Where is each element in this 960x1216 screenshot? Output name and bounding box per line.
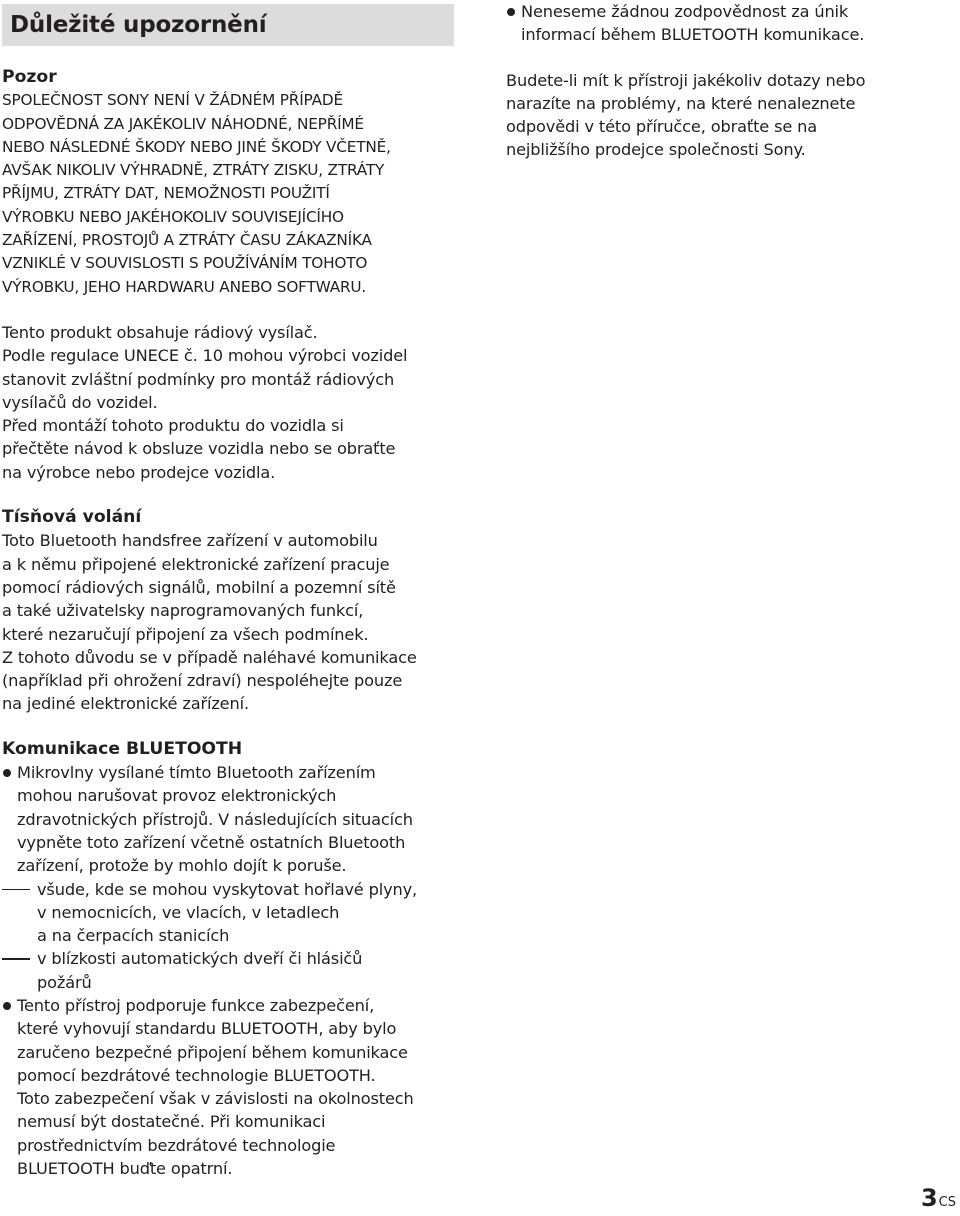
bluetooth-bullet-security: Tento přístroj podporuje funkce zabezpečení, které vyhovují standardu BLUETOOTH, aby bylo zaručeno bezpečné připojení během komunikace pomocí bezdrátové technologie BLUETOOTH. Toto zabezpečení však v závislosti na okolnostech nemusí být dostatečné. Při komunikaci prostřednictvím bezdrátové technologie BLUETOOTH buďte opatrní. xyxy=(2,994,454,1180)
emergency-heading: Tísňová volání xyxy=(2,507,142,528)
right-column xyxy=(506,0,946,184)
page-title: Důležité upozornění xyxy=(10,12,267,38)
section-title-bar xyxy=(2,4,454,46)
radio-text: Tento produkt obsahuje rádiový vysílač. Podle regulace UNECE č. 10 mohou výrobci vozidel stanovit zvláštní podmínky pro montáž rádiových vysílačů do vozidel. Před montáží tohoto produktu do vozidla si přečtěte návod k obsluze vozidla nebo se obraťte na výrobce nebo prodejce vozidla. xyxy=(2,322,408,482)
bluetooth-heading: Komunikace BLUETOOTH xyxy=(2,738,243,759)
bluetooth-section xyxy=(2,738,454,1181)
emergency-section xyxy=(2,506,454,716)
language-code: CS xyxy=(938,1195,956,1210)
left-column xyxy=(2,4,454,1202)
page-number-value: 3 xyxy=(920,1184,938,1212)
emergency-text: Toto Bluetooth handsfree zařízení v automobilu a k němu připojené elektronické zařízení pracuje pomocí rádiových signálů, mobilní a pozemní sítě a také uživatelsky naprogramovaných funkcí, které nezaručují připojení za všech podmínek. Z tohoto důvodu se v případě naléhavé komunikace (například při ohrožení zdraví) nespoléhejte pouze na jediné elektronické zařízení. xyxy=(2,531,417,714)
radio-section xyxy=(2,321,454,484)
bluetooth-bullet-liability: Neneseme žádnou zodpovědnost za únik informací během BLUETOOTH komunikace. xyxy=(506,0,946,47)
page-number xyxy=(921,1184,956,1212)
bluetooth-dash-doors: v blízkosti automatických dveří či hlásičů požárů xyxy=(2,947,454,994)
support-section xyxy=(506,69,946,162)
caution-text: SPOLEČNOST SONY NENÍ V ŽÁDNÉM PŘÍPADĚ ODPOVĚDNÁ ZA JAKÉKOLIV NÁHODNÉ, NEPŘÍMÉ NEBO NÁSLEDNÉ ŠKODY NEBO JINÉ ŠKODY VČETNĚ, AVŠAK NIKOLIV VÝHRADNĚ, ZTRÁTY ZISKU, ZTRÁTY PŘÍJMU, ZTRÁTY DAT, NEMOŽNOSTI POUŽITÍ VÝROBKU NEBO JAKÉHOKOLIV SOUVISEJÍCÍHO ZAŘÍZENÍ, PROSTOJŮ A ZTRÁTY ČASU ZÁKAZNÍKA VZNIKLÉ V SOUVISLOSTI S POUŽÍVÁNÍM TOHOTO VÝROBKU, JEHO HARDWARU ANEBO SOFTWARU. xyxy=(2,91,391,296)
bluetooth-bullet-microwaves: Mikrovlny vysílané tímto Bluetooth zařízením mohou narušovat provoz elektronických zdravotnických přístrojů. V následujících situacích vypněte toto zařízení včetně ostatních Bluetooth zařízení, protože by mohlo dojít k poruše. xyxy=(2,761,454,877)
support-text: Budete-li mít k přístroji jakékoliv dotazy nebo narazíte na problémy, na které nenaleznete odpovědi v této příručce, obraťte se na nejbližšího prodejce společnosti Sony. xyxy=(506,70,866,160)
bluetooth-dash-flammable: všude, kde se mohou vyskytovat hořlavé plyny, v nemocnicích, ve vlacích, v letadlech a na čerpacích stanicích xyxy=(2,878,454,948)
caution-heading: Pozor xyxy=(2,67,57,87)
bluetooth-continued xyxy=(506,0,946,47)
caution-section xyxy=(2,66,454,299)
